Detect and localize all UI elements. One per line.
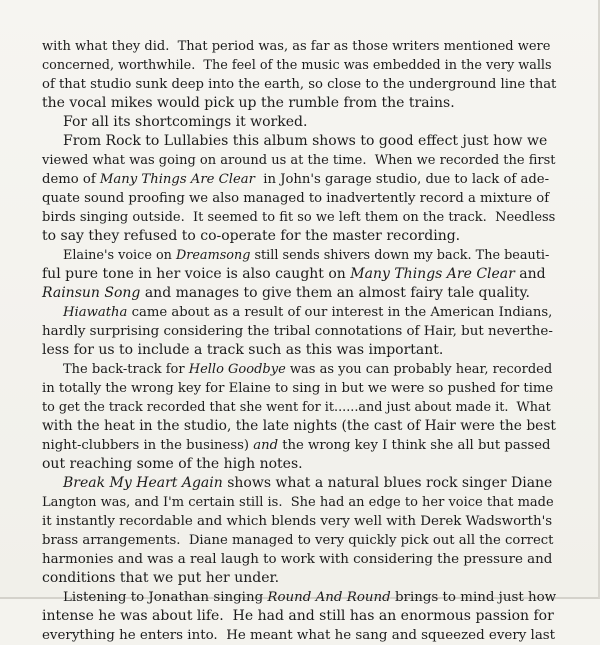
italic-title-text: and <box>253 438 279 453</box>
text-segment: with the heat in the studio, the late nights (the cast of Hair were the best <box>42 418 556 434</box>
text-line <box>63 246 549 265</box>
text-segment: with what they did. That period was, as far as those writers mentioned were <box>42 39 551 54</box>
italic-title-text: Hello Goodbye <box>188 362 286 377</box>
text-line <box>63 360 552 379</box>
text-line <box>42 170 549 189</box>
text-segment: the wrong key I think she all but passed <box>278 438 551 453</box>
italic-title-text: Dreamsong <box>175 248 251 263</box>
text-segment: Elaine's voice on <box>63 248 176 263</box>
text-segment: the vocal mikes would pick up the rumble from the trains. <box>42 95 455 111</box>
text-segment: came about as a result of our interest in the American Indians, <box>127 305 553 320</box>
text-line <box>63 303 552 322</box>
italic-title-text: Rainsun Song <box>42 285 141 301</box>
text-line <box>42 569 279 588</box>
text-line <box>42 227 460 246</box>
italic-title-text: Many Things Are Clear <box>99 172 255 187</box>
text-segment: shows what a natural blues rock singer Diane <box>222 475 553 491</box>
text-segment: Listening to Jonathan singing <box>63 590 268 605</box>
text-segment: in John's garage studio, due to lack of ade- <box>254 172 550 187</box>
text-segment: still sends shivers down my back. The beauti- <box>250 248 550 263</box>
text-line <box>42 265 546 284</box>
text-segment: hardly surprising considering the tribal connotations of Hair, but neverthe- <box>42 324 553 339</box>
text-line <box>42 208 555 227</box>
text-line <box>42 56 552 75</box>
text-segment: less for us to include a track such as this was important. <box>42 342 444 358</box>
text-segment: brings to mind just how <box>390 590 557 605</box>
text-segment: conditions that we put her under. <box>42 570 280 586</box>
text-line <box>42 493 554 512</box>
text-segment: in totally the wrong key for Elaine to sing in but we were so pushed for time <box>42 381 554 396</box>
text-segment: From Rock to Lullabies this album shows to good effect just how we <box>63 133 548 149</box>
text-segment: Langton was, and I'm certain still is. She had an edge to her voice that made <box>42 495 554 510</box>
text-segment: night-clubbers in the business) <box>42 438 254 453</box>
text-segment: intense he was about life. He had and still has an enormous passion for <box>42 608 554 624</box>
text-line <box>42 341 443 360</box>
text-line <box>42 379 553 398</box>
text-line <box>42 37 550 56</box>
text-segment: quate sound proofing we also managed to inadvertently record a mixture of <box>42 191 550 206</box>
text-line <box>42 284 530 303</box>
text-segment: brass arrangements. Diane managed to very quickly pick out all the correct <box>42 533 554 548</box>
text-line <box>63 132 547 151</box>
text-line <box>42 550 552 569</box>
text-segment: For all its shortcomings it worked. <box>63 114 308 130</box>
italic-title-text: Hiawatha <box>63 305 128 320</box>
text-line <box>42 607 554 626</box>
text-segment: and <box>514 266 546 282</box>
text-line <box>63 113 307 132</box>
text-segment: harmonies and was a real laugh to work with considering the pressure and <box>42 552 553 567</box>
text-line <box>42 417 556 436</box>
text-segment: to say they refused to co-operate for the master recording. <box>42 228 461 244</box>
italic-title-text: Round And Round <box>267 590 391 605</box>
text-segment: The back-track for <box>63 362 189 377</box>
text-segment: birds singing outside. It seemed to fit so we left them on the track. Needless <box>42 210 556 225</box>
text-line <box>63 474 552 493</box>
text-line <box>42 626 555 645</box>
text-segment: and manages to give them an almost fairy tale quality. <box>140 285 530 301</box>
text-segment: out reaching some of the high notes. <box>42 456 303 472</box>
text-segment: concerned, worthwhile. The feel of the music was embedded in the very walls <box>42 58 552 73</box>
italic-title-text: Many Things Are Clear <box>350 266 515 282</box>
text-segment: was as you can probably hear, recorded <box>285 362 553 377</box>
text-segment: everything he enters into. He meant what he sang and squeezed every last <box>42 628 556 643</box>
text-line <box>42 75 556 94</box>
italic-title-text: Break My Heart Again <box>63 475 223 491</box>
text-line <box>42 531 553 550</box>
text-segment: ful pure tone in her voice is also caught on <box>42 266 351 282</box>
text-line <box>42 151 556 170</box>
text-line <box>63 588 556 607</box>
text-segment: to get the track recorded that she went for it......and just about made it. What <box>42 400 551 415</box>
text-line <box>42 398 551 417</box>
text-segment: of that studio sunk deep into the earth, so close to the underground line that <box>42 77 557 92</box>
text-segment: demo of <box>42 172 100 187</box>
text-line <box>42 455 303 474</box>
text-line <box>42 189 549 208</box>
text-segment: viewed what was going on around us at the time. When we recorded the first <box>42 153 556 168</box>
text-line <box>42 94 455 113</box>
text-line <box>42 322 553 341</box>
text-line <box>42 436 550 455</box>
text-segment: it instantly recordable and which blends very well with Derek Wadsworth's <box>42 514 553 529</box>
text-line <box>42 512 552 531</box>
